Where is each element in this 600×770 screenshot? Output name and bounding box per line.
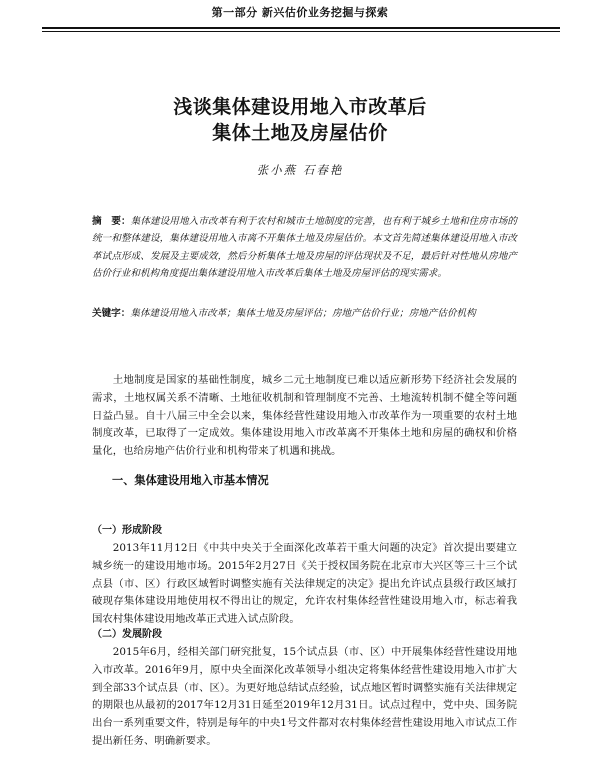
abstract-label: 摘 要： (92, 216, 131, 227)
header-rule-thick (42, 27, 560, 29)
subsection-heading-1: （一）形成阶段 (92, 525, 162, 536)
abstract (92, 213, 517, 283)
section-heading-1: 一、集体建设用地入市基本情况 (112, 474, 269, 487)
running-header: 第一部分 新兴估价业务挖掘与探索 (211, 6, 389, 19)
keywords-text: 集体建设用地入市改革；集体土地及房屋评估；房地产估价行业；房地产估价机构 (130, 308, 476, 319)
keywords (92, 305, 517, 322)
header-rule-thin (42, 31, 560, 32)
article-title-line-1: 浅谈集体建设用地入市改革后 (173, 96, 427, 118)
subsection-heading-2: （二）发展阶段 (92, 629, 162, 640)
article-title-line-2: 集体土地及房屋估价 (212, 122, 388, 144)
authors: 张小燕 石春艳 (256, 163, 344, 177)
intro-paragraph: 土地制度是国家的基础性制度，城乡二元土地制度已难以适应新形势下经济社会发展的需求，土地权属关系不清晰、土地征收机制和管理制度不完善、土地流转机制不健全等问题日益凸显。自十八届三中全会以来，集体经营性建设用地入市改革作为一项重要的农村土地制度改革，已取得了一定成效。集体建设用地入市改革离不开集体土地和房屋的确权和价格量化，也给房地产估价行业和机构带来了机遇和挑战。 (92, 374, 517, 458)
keywords-label: 关键字： (92, 308, 131, 319)
subsection-paragraph-1: 2013年11月12日《中共中央关于全面深化改革若干重大问题的决定》首次提出要建立城乡统一的建设用地市场。2015年2月27日《关于授权国务院在北京市大兴区等三十三个试点县（市、区）行政区域暂时调整实施有关法律规定的决定》提出允许试点县级行政区域打破现存集体建设用地使用权不得出让的规定，允许农村集体经营性建设用地入市，标志着我国农村集体建设用地改革正式进入试点阶段。 (92, 542, 517, 626)
subsection-paragraph-2: 2015年6月，经相关部门研究批复，15个试点县（市、区）中开展集体经营性建设用地入市改革。2016年9月，原中央全面深化改革领导小组决定将集体经营性建设用地入市扩大到全部33个试点县（市、区）。为更好地总结试点经验，试点地区暂时调整实施有关法律规定的期限也从最初的2017年12月31日延至2019年12月31日。试点过程中，党中央、国务院出台一系列重要文件，特别是每年的中央1号文件都对农村集体经营性建设用地入市试点工作提出新任务、明确新要求。 (92, 646, 517, 747)
abstract-text: 集体建设用地入市改革有利于农村和城市土地制度的完善，也有利于城乡土地和住房市场的统一和整体建设，集体建设用地入市离不开集体土地及房屋估价。本文首先简述集体建设用地入市改革试点形成、发展及主要成效，然后分析集体土地及房屋的评估现状及不足，最后针对性地从房地产估价行业和机构角度提出集体建设用地入市改革后集体土地及房屋评估的现实需求。 (92, 216, 518, 280)
